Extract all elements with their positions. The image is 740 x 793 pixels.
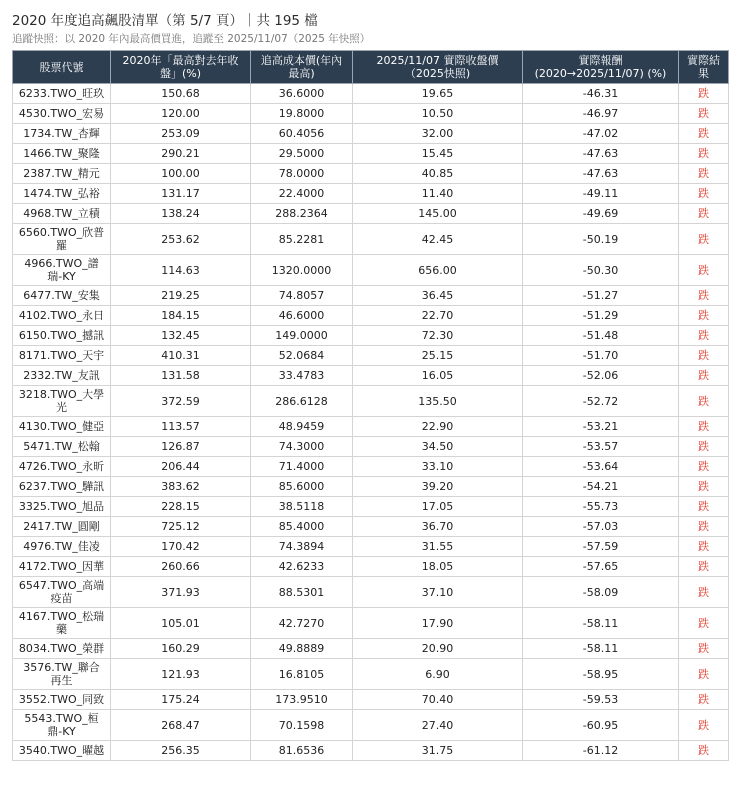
stock-code-line: 3218.TWO_大學 xyxy=(18,388,105,401)
table-row xyxy=(13,124,729,144)
peak-gain-cell: 120.00 xyxy=(111,104,251,124)
header-close-price-line: 2025/11/07 實際收盤價 xyxy=(376,54,499,67)
return-cell: -50.19 xyxy=(523,224,679,255)
table-row xyxy=(13,386,729,417)
cost-price-cell: 46.6000 xyxy=(251,306,353,326)
table-row xyxy=(13,710,729,741)
peak-gain-cell: 290.21 xyxy=(111,144,251,164)
close-price-cell: 72.30 xyxy=(353,326,523,346)
stock-code-cell xyxy=(13,255,111,286)
stock-code-line: 4966.TWO_譜 xyxy=(24,257,99,270)
peak-gain-cell: 371.93 xyxy=(111,577,251,608)
stock-code-line: 藥 xyxy=(56,623,67,636)
table-row xyxy=(13,477,729,497)
table-body xyxy=(13,84,729,761)
cost-price-cell: 52.0684 xyxy=(251,346,353,366)
stock-code-cell xyxy=(13,224,111,255)
header-close-price-line: （2025快照) xyxy=(404,67,471,80)
return-cell: -47.63 xyxy=(523,164,679,184)
result-cell: 跌 xyxy=(679,690,729,710)
result-cell: 跌 xyxy=(679,124,729,144)
header-peak-gain xyxy=(111,51,251,84)
stock-code-line: 光 xyxy=(56,401,67,414)
stock-code-line: 4167.TWO_松瑞 xyxy=(18,610,105,623)
result-cell: 跌 xyxy=(679,346,729,366)
cost-price-cell: 71.4000 xyxy=(251,457,353,477)
close-price-cell: 6.90 xyxy=(353,659,523,690)
result-cell: 跌 xyxy=(679,306,729,326)
stock-code-line: 3325.TWO_旭品 xyxy=(18,500,105,513)
close-price-cell: 25.15 xyxy=(353,346,523,366)
peak-gain-cell: 105.01 xyxy=(111,608,251,639)
header-stock-code xyxy=(13,51,111,84)
stock-code-cell xyxy=(13,164,111,184)
peak-gain-cell: 256.35 xyxy=(111,741,251,761)
peak-gain-cell: 131.17 xyxy=(111,184,251,204)
table-row xyxy=(13,306,729,326)
result-cell: 跌 xyxy=(679,184,729,204)
result-cell: 跌 xyxy=(679,497,729,517)
cost-price-cell: 49.8889 xyxy=(251,639,353,659)
stock-code-cell xyxy=(13,517,111,537)
return-cell: -51.48 xyxy=(523,326,679,346)
stock-code-cell xyxy=(13,417,111,437)
stock-code-line: 3576.TW_聯合 xyxy=(23,661,100,674)
close-price-cell: 17.05 xyxy=(353,497,523,517)
stock-code-line: 1474.TW_弘裕 xyxy=(23,187,100,200)
stock-code-cell xyxy=(13,346,111,366)
result-cell: 跌 xyxy=(679,557,729,577)
close-price-cell: 27.40 xyxy=(353,710,523,741)
table-row xyxy=(13,557,729,577)
table-header-row xyxy=(13,51,729,84)
stock-code-line: 6237.TWO_驊訊 xyxy=(18,480,105,493)
stock-code-line: 瑞-KY xyxy=(47,270,76,283)
cost-price-cell: 1320.0000 xyxy=(251,255,353,286)
result-cell: 跌 xyxy=(679,84,729,104)
result-cell: 跌 xyxy=(679,659,729,690)
cost-price-cell: 74.3000 xyxy=(251,437,353,457)
cost-price-cell: 88.5301 xyxy=(251,577,353,608)
stock-table xyxy=(12,50,729,761)
page-title: 2020 年度追高飆股清單（第 5/7 頁）｜共 195 檔 xyxy=(12,13,318,29)
stock-code-cell xyxy=(13,144,111,164)
return-cell: -58.11 xyxy=(523,639,679,659)
stock-code-cell xyxy=(13,497,111,517)
return-cell: -55.73 xyxy=(523,497,679,517)
cost-price-cell: 85.2281 xyxy=(251,224,353,255)
stock-code-line: 4172.TWO_因華 xyxy=(18,560,105,573)
cost-price-cell: 60.4056 xyxy=(251,124,353,144)
close-price-cell: 31.75 xyxy=(353,741,523,761)
peak-gain-cell: 253.62 xyxy=(111,224,251,255)
return-cell: -59.53 xyxy=(523,690,679,710)
stock-code-line: 鼎-KY xyxy=(47,725,76,738)
return-cell: -52.72 xyxy=(523,386,679,417)
peak-gain-cell: 100.00 xyxy=(111,164,251,184)
cost-price-cell: 22.4000 xyxy=(251,184,353,204)
stock-code-line: 4102.TWO_永日 xyxy=(18,309,105,322)
peak-gain-cell: 383.62 xyxy=(111,477,251,497)
result-cell: 跌 xyxy=(679,741,729,761)
stock-code-line: 6150.TWO_撼訊 xyxy=(18,329,105,342)
header-stock-code-line: 股票代號 xyxy=(39,60,84,74)
stock-code-cell xyxy=(13,457,111,477)
table-row xyxy=(13,690,729,710)
stock-code-line: 4130.TWO_健亞 xyxy=(18,420,105,433)
page-subtitle: 追蹤快照：以 2020 年內最高價買進，追蹤至 2025/11/07（2025 年快照） xyxy=(12,33,371,45)
return-cell: -57.59 xyxy=(523,537,679,557)
result-cell: 跌 xyxy=(679,204,729,224)
return-cell: -57.03 xyxy=(523,517,679,537)
stock-code-cell xyxy=(13,577,111,608)
table-row xyxy=(13,608,729,639)
return-cell: -53.57 xyxy=(523,437,679,457)
table-row xyxy=(13,326,729,346)
stock-code-cell xyxy=(13,204,111,224)
header-actual-return xyxy=(523,51,679,84)
return-cell: -61.12 xyxy=(523,741,679,761)
table-row xyxy=(13,84,729,104)
cost-price-cell: 19.8000 xyxy=(251,104,353,124)
close-price-cell: 16.05 xyxy=(353,366,523,386)
close-price-cell: 34.50 xyxy=(353,437,523,457)
return-cell: -49.11 xyxy=(523,184,679,204)
stock-code-line: 1734.TW_杏輝 xyxy=(23,127,100,140)
return-cell: -51.27 xyxy=(523,286,679,306)
stock-code-cell xyxy=(13,690,111,710)
table-row xyxy=(13,577,729,608)
peak-gain-cell: 725.12 xyxy=(111,517,251,537)
stock-code-cell xyxy=(13,608,111,639)
table-row xyxy=(13,366,729,386)
close-price-cell: 145.00 xyxy=(353,204,523,224)
peak-gain-cell: 175.24 xyxy=(111,690,251,710)
close-price-cell: 135.50 xyxy=(353,386,523,417)
close-price-cell: 31.55 xyxy=(353,537,523,557)
table-row xyxy=(13,204,729,224)
stock-code-line: 4726.TWO_永昕 xyxy=(18,460,105,473)
header-cost-price-line: 追高成本價(年內 xyxy=(260,54,343,67)
result-cell: 跌 xyxy=(679,639,729,659)
cost-price-cell: 33.4783 xyxy=(251,366,353,386)
result-cell: 跌 xyxy=(679,224,729,255)
close-price-cell: 22.90 xyxy=(353,417,523,437)
table-row xyxy=(13,224,729,255)
close-price-cell: 20.90 xyxy=(353,639,523,659)
table-row xyxy=(13,286,729,306)
table-row xyxy=(13,659,729,690)
stock-code-line: 疫苗 xyxy=(50,592,73,605)
header-result-line: 實際結 xyxy=(687,54,720,67)
peak-gain-cell: 170.42 xyxy=(111,537,251,557)
close-price-cell: 36.70 xyxy=(353,517,523,537)
cost-price-cell: 74.8057 xyxy=(251,286,353,306)
return-cell: -58.95 xyxy=(523,659,679,690)
header-close-price xyxy=(353,51,523,84)
table-row xyxy=(13,517,729,537)
close-price-cell: 10.50 xyxy=(353,104,523,124)
cost-price-cell: 286.6128 xyxy=(251,386,353,417)
cost-price-cell: 81.6536 xyxy=(251,741,353,761)
peak-gain-cell: 160.29 xyxy=(111,639,251,659)
stock-code-line: 4968.TW_立積 xyxy=(23,207,100,220)
stock-code-cell xyxy=(13,326,111,346)
peak-gain-cell: 150.68 xyxy=(111,84,251,104)
stock-code-line: 5471.TW_松翰 xyxy=(23,440,100,453)
table-row xyxy=(13,255,729,286)
stock-code-line: 2387.TW_精元 xyxy=(23,167,100,180)
cost-price-cell: 29.5000 xyxy=(251,144,353,164)
cost-price-cell: 78.0000 xyxy=(251,164,353,184)
table-row xyxy=(13,104,729,124)
stock-code-line: 2332.TW_友訊 xyxy=(23,369,100,382)
stock-code-line: 4530.TWO_宏易 xyxy=(18,107,105,120)
close-price-cell: 39.20 xyxy=(353,477,523,497)
stock-code-cell xyxy=(13,386,111,417)
peak-gain-cell: 184.15 xyxy=(111,306,251,326)
stock-code-cell xyxy=(13,639,111,659)
result-cell: 跌 xyxy=(679,386,729,417)
header-actual-return-line: (2020→2025/11/07) (%) xyxy=(534,67,667,80)
header-cost-price-line: 最高) xyxy=(288,67,315,80)
return-cell: -54.21 xyxy=(523,477,679,497)
stock-code-line: 8171.TWO_天宇 xyxy=(18,349,105,362)
peak-gain-cell: 121.93 xyxy=(111,659,251,690)
result-cell: 跌 xyxy=(679,477,729,497)
stock-code-cell xyxy=(13,437,111,457)
return-cell: -53.64 xyxy=(523,457,679,477)
return-cell: -49.69 xyxy=(523,204,679,224)
stock-code-cell xyxy=(13,306,111,326)
close-price-cell: 36.45 xyxy=(353,286,523,306)
stock-code-line: 3540.TWO_曜越 xyxy=(18,744,105,757)
stock-code-cell xyxy=(13,184,111,204)
table-row xyxy=(13,346,729,366)
stock-code-line: 8034.TWO_榮群 xyxy=(18,642,105,655)
return-cell: -46.97 xyxy=(523,104,679,124)
cost-price-cell: 149.0000 xyxy=(251,326,353,346)
close-price-cell: 656.00 xyxy=(353,255,523,286)
return-cell: -58.09 xyxy=(523,577,679,608)
peak-gain-cell: 268.47 xyxy=(111,710,251,741)
stock-code-line: 2417.TW_圓剛 xyxy=(23,520,100,533)
stock-code-cell xyxy=(13,286,111,306)
cost-price-cell: 38.5118 xyxy=(251,497,353,517)
cost-price-cell: 288.2364 xyxy=(251,204,353,224)
stock-code-cell xyxy=(13,104,111,124)
peak-gain-cell: 260.66 xyxy=(111,557,251,577)
table-row xyxy=(13,639,729,659)
stock-code-line: 6560.TWO_欣普 xyxy=(18,226,105,239)
table-row xyxy=(13,437,729,457)
table-row xyxy=(13,741,729,761)
close-price-cell: 15.45 xyxy=(353,144,523,164)
result-cell: 跌 xyxy=(679,255,729,286)
peak-gain-cell: 372.59 xyxy=(111,386,251,417)
result-cell: 跌 xyxy=(679,144,729,164)
stock-code-cell xyxy=(13,659,111,690)
peak-gain-cell: 114.63 xyxy=(111,255,251,286)
header-peak-gain-line: 盤」(%) xyxy=(159,67,202,80)
peak-gain-cell: 126.87 xyxy=(111,437,251,457)
peak-gain-cell: 206.44 xyxy=(111,457,251,477)
table-row xyxy=(13,497,729,517)
result-cell: 跌 xyxy=(679,286,729,306)
close-price-cell: 22.70 xyxy=(353,306,523,326)
close-price-cell: 11.40 xyxy=(353,184,523,204)
stock-code-line: 羅 xyxy=(56,239,67,252)
close-price-cell: 42.45 xyxy=(353,224,523,255)
stock-code-line: 4976.TW_佳凌 xyxy=(23,540,100,553)
result-cell: 跌 xyxy=(679,608,729,639)
stock-code-line: 1466.TW_聚隆 xyxy=(23,147,100,160)
stock-code-line: 3552.TWO_同致 xyxy=(18,693,105,706)
cost-price-cell: 36.6000 xyxy=(251,84,353,104)
peak-gain-cell: 253.09 xyxy=(111,124,251,144)
header-actual-return-line: 實際報酬 xyxy=(578,54,623,67)
return-cell: -47.02 xyxy=(523,124,679,144)
stock-code-line: 再生 xyxy=(50,674,73,687)
stock-code-cell xyxy=(13,537,111,557)
close-price-cell: 32.00 xyxy=(353,124,523,144)
cost-price-cell: 48.9459 xyxy=(251,417,353,437)
result-cell: 跌 xyxy=(679,437,729,457)
stock-code-cell xyxy=(13,741,111,761)
peak-gain-cell: 219.25 xyxy=(111,286,251,306)
result-cell: 跌 xyxy=(679,326,729,346)
stock-code-line: 6477.TW_安集 xyxy=(23,289,100,302)
result-cell: 跌 xyxy=(679,537,729,557)
stock-code-cell xyxy=(13,710,111,741)
stock-code-line: 5543.TWO_桓 xyxy=(24,712,99,725)
result-cell: 跌 xyxy=(679,417,729,437)
return-cell: -53.21 xyxy=(523,417,679,437)
cost-price-cell: 173.9510 xyxy=(251,690,353,710)
cost-price-cell: 16.8105 xyxy=(251,659,353,690)
return-cell: -57.65 xyxy=(523,557,679,577)
header-result xyxy=(679,51,729,84)
return-cell: -58.11 xyxy=(523,608,679,639)
peak-gain-cell: 410.31 xyxy=(111,346,251,366)
return-cell: -51.70 xyxy=(523,346,679,366)
return-cell: -51.29 xyxy=(523,306,679,326)
close-price-cell: 17.90 xyxy=(353,608,523,639)
return-cell: -47.63 xyxy=(523,144,679,164)
stock-code-cell xyxy=(13,557,111,577)
close-price-cell: 18.05 xyxy=(353,557,523,577)
result-cell: 跌 xyxy=(679,457,729,477)
stock-code-cell xyxy=(13,366,111,386)
close-price-cell: 19.65 xyxy=(353,84,523,104)
result-cell: 跌 xyxy=(679,164,729,184)
peak-gain-cell: 228.15 xyxy=(111,497,251,517)
peak-gain-cell: 131.58 xyxy=(111,366,251,386)
close-price-cell: 37.10 xyxy=(353,577,523,608)
result-cell: 跌 xyxy=(679,710,729,741)
table-row xyxy=(13,184,729,204)
close-price-cell: 40.85 xyxy=(353,164,523,184)
peak-gain-cell: 113.57 xyxy=(111,417,251,437)
stock-code-cell xyxy=(13,477,111,497)
cost-price-cell: 74.3894 xyxy=(251,537,353,557)
stock-code-cell xyxy=(13,84,111,104)
table-row xyxy=(13,144,729,164)
close-price-cell: 70.40 xyxy=(353,690,523,710)
return-cell: -52.06 xyxy=(523,366,679,386)
result-cell: 跌 xyxy=(679,366,729,386)
stock-code-line: 6233.TWO_旺玖 xyxy=(18,87,105,100)
table-row xyxy=(13,457,729,477)
result-cell: 跌 xyxy=(679,104,729,124)
cost-price-cell: 85.6000 xyxy=(251,477,353,497)
close-price-cell: 33.10 xyxy=(353,457,523,477)
cost-price-cell: 42.6233 xyxy=(251,557,353,577)
peak-gain-cell: 138.24 xyxy=(111,204,251,224)
result-cell: 跌 xyxy=(679,517,729,537)
peak-gain-cell: 132.45 xyxy=(111,326,251,346)
header-cost-price xyxy=(251,51,353,84)
result-cell: 跌 xyxy=(679,577,729,608)
header-result-line: 果 xyxy=(698,67,709,80)
return-cell: -50.30 xyxy=(523,255,679,286)
cost-price-cell: 42.7270 xyxy=(251,608,353,639)
table-row xyxy=(13,537,729,557)
stock-code-cell xyxy=(13,124,111,144)
table-row xyxy=(13,164,729,184)
return-cell: -60.95 xyxy=(523,710,679,741)
cost-price-cell: 85.4000 xyxy=(251,517,353,537)
table-row xyxy=(13,417,729,437)
stock-code-line: 6547.TWO_高端 xyxy=(18,579,105,592)
header-peak-gain-line: 2020年「最高對去年收 xyxy=(122,54,239,67)
return-cell: -46.31 xyxy=(523,84,679,104)
cost-price-cell: 70.1598 xyxy=(251,710,353,741)
